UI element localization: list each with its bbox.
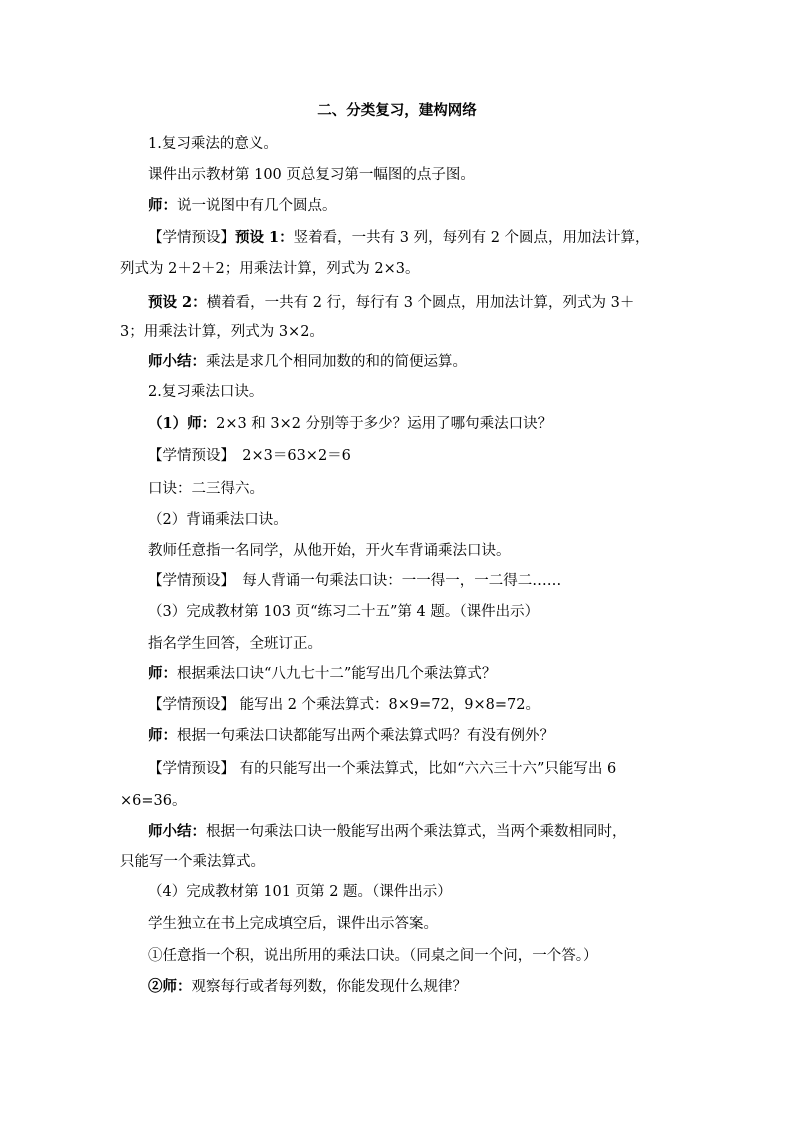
speaker-label: 师： [148,727,177,744]
preset-label: 【学情预设】 [148,573,228,589]
preset-label: 【学情预设】 [148,697,235,713]
paragraph-text: 横着看，一共有 2 行，每行有 3 个圆点，用加法计算，列式为 3＋ [206,295,635,311]
preset-number: 预设 2： [148,294,207,311]
paragraph-text: 乘法是求几个相同加数的和的简便运算。 [206,354,467,370]
preset-label: 【学情预设】 [148,761,235,777]
teacher-summary [148,822,627,842]
paragraph-text: 2×3 和 3×2 分别等于多少？运用了哪句乘法口诀？ [216,416,553,432]
preset-line [148,571,561,591]
speaker-label: （1）师： [148,415,217,432]
speaker-label: 师小结： [148,823,206,840]
paragraph: ①任意指一个积，说出所用的乘法口诀。（同桌之间一个问，一个答。） [148,948,598,964]
paragraph: （3）完成教材第 103 页“练习二十五”第 4 题。（课件出示） [148,604,540,620]
paragraph-text: 竖着看，一共有 3 列，每列有 2 个圆点，用加法计算， [293,230,650,246]
paragraph-continuation: 列式为 2＋2＋2；用乘法计算，列式为 2×3。 [120,261,420,277]
preset-label: 【学情预设】 [148,448,228,464]
paragraph-continuation: 只能写一个乘法算式。 [120,854,265,870]
speaker-label: 师： [148,197,177,214]
paragraph-text: 根据一句乘法口诀一般能写出两个乘法算式，当两个乘数相同时， [206,824,627,840]
preset-number: 预设 1： [235,229,294,246]
paragraph: 口诀：二三得六。 [148,481,264,497]
preset-line [148,228,650,248]
paragraph-text: 说一说图中有几个圆点。 [177,198,337,214]
paragraph-text: 2×3＝63×2＝6 [227,448,351,464]
heading-multiplication-table: 2.复习乘法口诀。 [148,384,264,400]
speaker-label: 师小结： [148,353,206,370]
preset-line [148,759,616,779]
preset-label: 【学情预设】 [148,230,235,246]
speaker-label: ②师： [148,978,192,995]
paragraph-text: 每人背诵一句乘法口诀：一一得一，一二得二…… [227,573,562,589]
paragraph-continuation: 3；用乘法计算，列式为 3×2。 [120,324,324,340]
teacher-line [148,664,496,684]
paragraph-continuation: ×6=36。 [120,793,187,809]
paragraph: （2）背诵乘法口诀。 [148,512,288,528]
paragraph: 课件出示教材第 100 页总复习第一幅图的点子图。 [148,167,475,183]
heading-multiplication-meaning: 1.复习乘法的意义。 [148,136,278,152]
paragraph-text: 根据一句乘法口诀都能写出两个乘法算式吗？有没有例外？ [177,728,554,744]
paragraph-text: 有的只能写出一个乘法算式，比如“六六三十六”只能写出 6 [235,761,617,777]
paragraph: 学生独立在书上完成填空后，课件出示答案。 [148,916,438,932]
teacher-summary [148,352,467,372]
teacher-line [148,414,552,434]
preset-line [148,695,540,715]
preset-line [148,446,351,466]
preset-line [148,293,634,313]
paragraph-text: 能写出 2 个乘法算式：8×9=72，9×8=72。 [235,697,540,713]
paragraph-text: 根据乘法口诀“八九七十二”能写出几个乘法算式？ [177,666,497,682]
paragraph-text: 观察每行或者每列数，你能发现什么规律？ [191,979,467,995]
teacher-line [148,726,554,746]
paragraph: 指名学生回答，全班订正。 [148,636,322,652]
paragraph: 教师任意指一名同学，从他开始，开火车背诵乘法口诀。 [148,543,511,559]
paragraph: （4）完成教材第 101 页第 2 题。（课件出示） [148,884,452,900]
teacher-line [148,977,467,997]
teacher-line [148,196,337,216]
speaker-label: 师： [148,665,177,682]
section-title: 二、分类复习，建构网络 [317,102,477,119]
